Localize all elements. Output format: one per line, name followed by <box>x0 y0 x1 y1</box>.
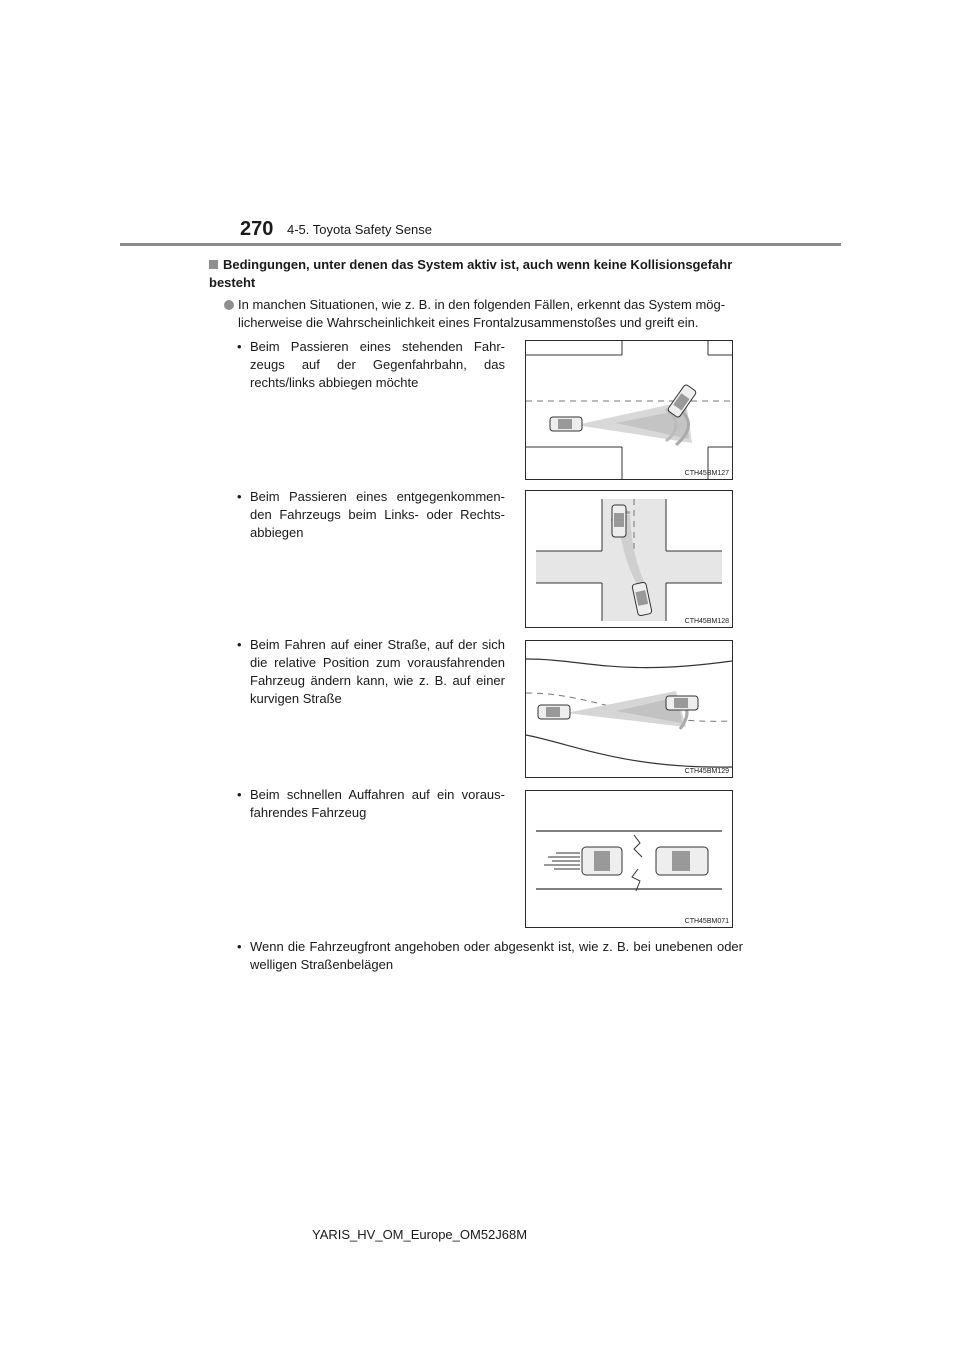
impact-icon <box>632 835 642 891</box>
bullet-mark: • <box>237 637 242 652</box>
bullet-text: Beim Passieren eines entgegenkommenden Fahrzeugs beim Links- oder Rechtsabbiegen <box>250 489 505 540</box>
car-icon <box>656 847 708 875</box>
figure-curved-road <box>525 640 733 778</box>
figure-passing-stationary-vehicle <box>525 340 733 480</box>
bullet-mark: • <box>237 787 242 802</box>
page-number: 270 <box>240 218 274 240</box>
figure-code: CTH45BM129 <box>684 768 729 775</box>
car-icon <box>666 696 698 710</box>
intro-line-1: In manchen Situationen, wie z. B. in den folgenden Fällen, erkennt das System mög- <box>238 297 726 312</box>
section-title: 4-5. Toyota Safety Sense <box>287 222 433 237</box>
footer-document-code: YARIS_HV_OM_Europe_OM52J68M <box>312 1227 528 1242</box>
intro-line-2: licherweise die Wahrscheinlichkeit eines Frontalzusammenstoßes und greift ein. <box>238 315 699 330</box>
intro-paragraph <box>224 296 754 332</box>
figure-code: CTH45BM128 <box>684 618 729 625</box>
subsection-heading <box>209 256 754 292</box>
bullet-text: Beim Fahren auf einer Straße, auf der sich die relative Position zum vorausfahrenden Fahrzeug ändern kann, wie z. B. auf einer kurvigen Straße <box>250 637 505 706</box>
bullet-mark: • <box>237 339 242 354</box>
car-icon <box>550 417 582 431</box>
motion-lines <box>544 853 580 869</box>
heading-text: Bedingungen, unter denen das System aktiv ist, auch wenn keine Kollisionsgefahr besteht <box>209 257 733 290</box>
header-rule <box>120 243 841 246</box>
figure-rear-end-approach <box>525 790 733 928</box>
square-bullet-icon <box>209 260 218 269</box>
list-item <box>237 636 505 708</box>
bullet-mark: • <box>237 939 242 954</box>
figure-code: CTH45BM071 <box>684 918 729 925</box>
bullet-text: Beim Passieren eines stehenden Fahrzeugs auf der Gegenfahrbahn, das rechts/links abbiegen möchte <box>250 339 505 390</box>
figure-code: CTH45BM127 <box>684 470 729 477</box>
bullet-text: Beim schnellen Auffahren auf ein vorausfahrendes Fahrzeug <box>250 787 505 820</box>
bullet-mark: • <box>237 489 242 504</box>
car-icon <box>538 705 570 719</box>
list-item <box>237 488 505 542</box>
list-item <box>237 938 743 974</box>
bullet-text: Wenn die Fahrzeugfront angehoben oder abgesenkt ist, wie z. B. bei unebenen oder welligen Straßenbelägen <box>250 939 743 972</box>
list-item <box>237 786 505 822</box>
figure-turning-at-intersection <box>525 490 733 628</box>
car-icon <box>612 505 626 537</box>
list-item <box>237 338 505 392</box>
circle-bullet-icon <box>224 300 234 310</box>
car-icon <box>582 847 622 875</box>
